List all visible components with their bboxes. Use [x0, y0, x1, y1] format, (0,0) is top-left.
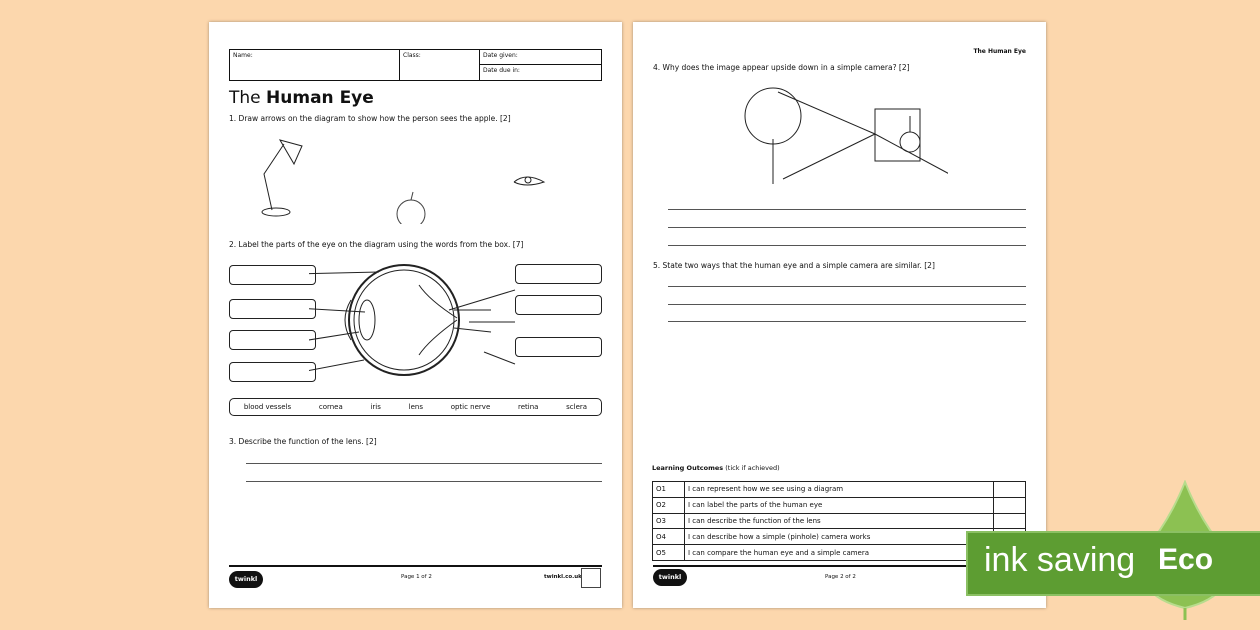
- outcome-text: I can represent how we see using a diagram: [685, 482, 994, 498]
- lamp-apple-eye-illustration: [254, 134, 564, 224]
- name-field[interactable]: Name:: [230, 50, 400, 80]
- outcome-code: O4: [653, 529, 685, 545]
- learning-outcomes-heading: [652, 464, 780, 472]
- answer-line[interactable]: [668, 227, 1026, 228]
- outcome-text: I can label the parts of the human eye: [685, 497, 994, 513]
- label-box[interactable]: [229, 265, 316, 285]
- question-2: 2. Label the parts of the eye on the diagram using the words from the box. [7]: [229, 240, 524, 249]
- answer-line[interactable]: [668, 304, 1026, 305]
- answer-line[interactable]: [668, 209, 1026, 210]
- page-number: Page 2 of 2: [825, 574, 856, 580]
- outcome-code: O2: [653, 497, 685, 513]
- label-box[interactable]: [229, 299, 316, 319]
- answer-line[interactable]: [246, 463, 602, 464]
- answer-line[interactable]: [668, 286, 1026, 287]
- ink-saving-label: ink saving: [984, 541, 1136, 579]
- title-bold: Human Eye: [266, 88, 374, 108]
- eye-icon: [514, 177, 544, 185]
- page-number: Page 1 of 2: [401, 574, 432, 580]
- tick-box[interactable]: [994, 513, 1026, 529]
- outcome-row: [653, 482, 1026, 498]
- lamp-icon: [262, 140, 302, 216]
- worksheet-page-2: [633, 22, 1046, 608]
- apple-icon: [397, 192, 425, 224]
- answer-line[interactable]: [668, 245, 1026, 246]
- answer-line[interactable]: [246, 481, 602, 482]
- tick-box[interactable]: [994, 482, 1026, 498]
- label-box[interactable]: [229, 362, 316, 382]
- label-box[interactable]: [229, 330, 316, 350]
- word: blood vessels: [243, 403, 292, 411]
- twinkl-logo: twinkl: [653, 569, 687, 586]
- date-due-field[interactable]: Date due in:: [483, 67, 520, 74]
- tick-box[interactable]: [994, 497, 1026, 513]
- eco-label: Eco: [1158, 543, 1214, 576]
- tree-icon: [745, 88, 801, 184]
- word: retina: [517, 403, 539, 411]
- footer-rule: [229, 565, 602, 567]
- question-3: 3. Describe the function of the lens. [2]: [229, 437, 377, 446]
- outcomes-note: (tick if achieved): [725, 464, 780, 472]
- outcome-text: I can describe the function of the lens: [685, 513, 994, 529]
- inverted-tree-icon: [900, 116, 920, 152]
- label-box[interactable]: [515, 337, 602, 357]
- quality-badge-icon: [581, 568, 601, 588]
- outcome-code: O3: [653, 513, 685, 529]
- word: sclera: [566, 403, 588, 411]
- worksheet-page-1: [209, 22, 622, 608]
- twinkl-logo: twinkl: [229, 571, 263, 588]
- word: cornea: [318, 403, 343, 411]
- label-box[interactable]: [515, 264, 602, 284]
- question-5: 5. State two ways that the human eye and a simple camera are similar. [2]: [653, 261, 935, 270]
- outcome-row: [653, 497, 1026, 513]
- outcome-text: I can describe how a simple (pinhole) camera works: [685, 529, 994, 545]
- word: lens: [408, 403, 423, 411]
- page-title: [229, 88, 374, 108]
- title-plain: The: [229, 88, 261, 108]
- outcome-code: O1: [653, 482, 685, 498]
- word: iris: [370, 403, 381, 411]
- class-field[interactable]: Class:: [400, 50, 480, 80]
- date-given-field[interactable]: Date given:: [480, 50, 601, 65]
- word-bank: [229, 398, 602, 416]
- label-box[interactable]: [515, 295, 602, 315]
- question-1: 1. Draw arrows on the diagram to show how the person sees the apple. [2]: [229, 114, 511, 123]
- question-4: 4. Why does the image appear upside down in a simple camera? [2]: [653, 63, 910, 72]
- outcome-row: [653, 513, 1026, 529]
- pinhole-camera-diagram: [728, 84, 948, 189]
- running-title: The Human Eye: [973, 48, 1026, 55]
- answer-line[interactable]: [668, 321, 1026, 322]
- outcome-text: I can compare the human eye and a simple camera: [685, 545, 994, 561]
- site-url: twinkl.co.uk: [544, 574, 582, 580]
- ink-saving-badge: [966, 531, 1260, 596]
- outcomes-title: Learning Outcomes: [652, 464, 724, 472]
- outcome-code: O5: [653, 545, 685, 561]
- word: optic nerve: [450, 403, 491, 411]
- student-info-header: [229, 49, 602, 81]
- eye-diagram: [309, 260, 519, 390]
